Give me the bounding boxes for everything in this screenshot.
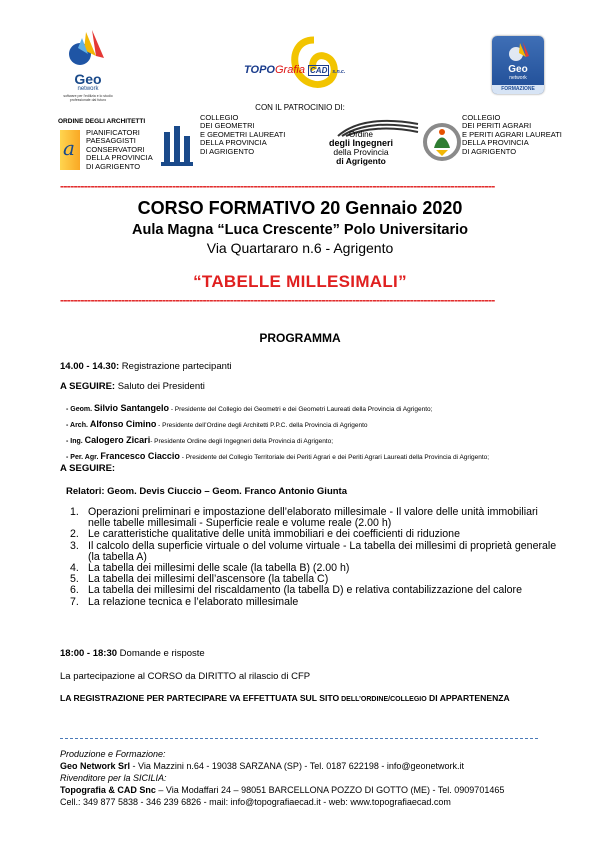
architetti-title: ORDINE DEGLI ARCHITETTI <box>58 118 146 125</box>
geo-network-logo <box>58 28 118 113</box>
registration-text: Registrazione partecipanti <box>119 361 232 372</box>
list-item: 2. Le caratteristiche qualitative delle unità immobiliari e dei coefficienti di riduzione <box>70 528 460 541</box>
qa-text: Domande e risposte <box>117 648 205 659</box>
course-venue: Aula Magna “Luca Crescente” Polo Universitario <box>131 222 468 238</box>
geo-network-emblem-icon <box>58 28 118 66</box>
separator-top: -------------------------------------------------------------------------------------------------------------------------------- <box>60 179 495 193</box>
geo-tagline: software per l'edilizia e lo studio professionale dal futuro <box>63 94 113 102</box>
president-row: - Ing. Calogero Zicari- Presidente Ordine degli Ingegneri della Provincia di Agrigento; <box>66 435 334 445</box>
topo-snc: s.n.c. <box>332 69 346 75</box>
program-topics-list <box>70 507 560 608</box>
geo-sub: network <box>77 86 99 92</box>
president-row: - Geom. Silvio Santangelo - Presidente del Collegio dei Geometri e dei Geometri Laureati della Provincia di Agrigento; <box>66 403 433 413</box>
registration-time: 14.00 - 14.30: <box>60 361 120 372</box>
saluto-text: Saluto dei Presidenti <box>115 381 205 392</box>
registration-notice: LA REGISTRAZIONE PER PARTECIPARE VA EFFETTUATA SUL SITO DELL’ORDINE/COLLEGIO DI APPARTENENZA <box>60 693 510 703</box>
topo-part2: Grafia <box>274 64 305 76</box>
list-item: 5. La tabella dei millesimi dell’ascensore (la tabella C) <box>70 573 329 586</box>
registration-line <box>60 361 232 372</box>
separator-bottom: -------------------------------------------------------------------------------------------------------------------------------- <box>60 293 495 307</box>
qa-time: 18:00 - 18:30 <box>60 648 118 659</box>
geo2-word: Geo network <box>508 64 528 81</box>
course-subject: “TABELLE MILLESIMALI” <box>193 272 407 291</box>
footer-contacts: Cell.: 349 877 5838 - 346 239 6826 - mail: info@topografiaecad.it - web: www.topografiaecad.com <box>60 797 451 807</box>
architetti-lines: PIANIFICATORI PAESAGGISTI CONSERVATORI DELLA PROVINCIA DI AGRIGENTO <box>86 128 153 171</box>
course-title: CORSO FORMATIVO 20 Gennaio 2020 <box>137 198 463 218</box>
geometri-temple-icon <box>160 120 194 170</box>
patrocinio-label: CON IL PATROCINIO DI: <box>255 103 345 112</box>
list-item: 7. La relazione tecnica e l’elaborato millesimale <box>70 595 299 608</box>
geo-globe-icon <box>506 41 530 63</box>
list-item: 6. La tabella dei millesimi del riscaldamento (la tabella D) e relativa contabilizzazione del calore <box>70 584 522 597</box>
cfp-line: La partecipazione al CORSO da DIRITTO al rilascio di CFP <box>60 671 311 682</box>
seguire-label-2: A SEGUIRE: <box>60 463 116 474</box>
president-row: - Arch. Alfonso Cimino - Presidente dell’Ordine degli Architetti P.P.C. della Provincia di Agrigento <box>66 419 368 429</box>
org-ingegneri <box>302 114 420 176</box>
list-item: 3. Il calcolo della superficie virtuale o del volume virtuale - La tabella dei millesimi di proprietà generale (la tabella A) <box>70 539 557 563</box>
topografia-wordmark <box>244 64 345 76</box>
periti-lines: COLLEGIO DEI PERITI AGRARI E PERITI AGRARI LAUREATI DELLA PROVINCIA DI AGRIGENTO <box>462 113 562 156</box>
footer-reseller-label: Rivenditore per la SICILIA: <box>60 773 167 783</box>
course-address: Via Quartararo n.6 - Agrigento <box>206 240 394 256</box>
org-periti <box>422 114 562 176</box>
footer-geo-line: Geo Network Srl - Via Mazzini n.64 - 19038 SARZANA (SP) - Tel. 0187 622198 - info@geonetwork.it <box>60 761 465 771</box>
formazione-band: FORMAZIONE <box>492 85 544 94</box>
qa-line <box>60 648 205 659</box>
geometri-lines: COLLEGIO DEI GEOMETRI E GEOMETRI LAUREATI DELLA PROVINCIA DI AGRIGENTO <box>200 113 286 156</box>
geo-formazione-logo <box>492 36 544 94</box>
architetti-emblem-icon: a <box>60 130 80 170</box>
footer-production-label: Produzione e Formazione: <box>60 749 166 759</box>
list-item: 1. Operazioni preliminari e impostazione dell’elaborato millesimale - Il valore delle unità immobiliari nelle tabelle millesimali - Superficie reale e volume reale (2.00 h) <box>70 506 538 530</box>
footer <box>60 748 504 808</box>
ingegneri-text: Ordine degli Ingegneri della Provincia di Agrigento <box>328 130 393 166</box>
footer-divider <box>60 738 538 739</box>
president-row: - Per. Agr. Francesco Ciaccio - Presidente del Collegio Territoriale dei Periti Agrari e dei Periti Agrari Laureati della Provincia di Agrigento; <box>66 451 490 461</box>
topografia-cad-logo <box>244 36 374 96</box>
relatori-line: Relatori: Geom. Devis Ciuccio – Geom. Franco Antonio Giunta <box>66 486 347 497</box>
programma-heading: PROGRAMMA <box>259 331 341 345</box>
seguire-saluto-line <box>60 381 205 392</box>
list-item: 4. La tabella dei millesimi delle scale (la tabella B) (2.00 h) <box>70 562 350 575</box>
org-geometri <box>160 114 290 176</box>
footer-topo-line: Topografia & CAD Snc – Via Modaffari 24 – 98051 BARCELLONA POZZO DI GOTTO (ME) - Tel. 0909701465 <box>60 785 505 795</box>
geo-word: Geo <box>74 71 102 87</box>
topo-part3: CAD <box>310 66 328 75</box>
periti-emblem-icon <box>422 120 462 164</box>
topo-part1: TOPO <box>244 64 275 76</box>
seguire-label-1: A SEGUIRE: <box>60 381 116 392</box>
